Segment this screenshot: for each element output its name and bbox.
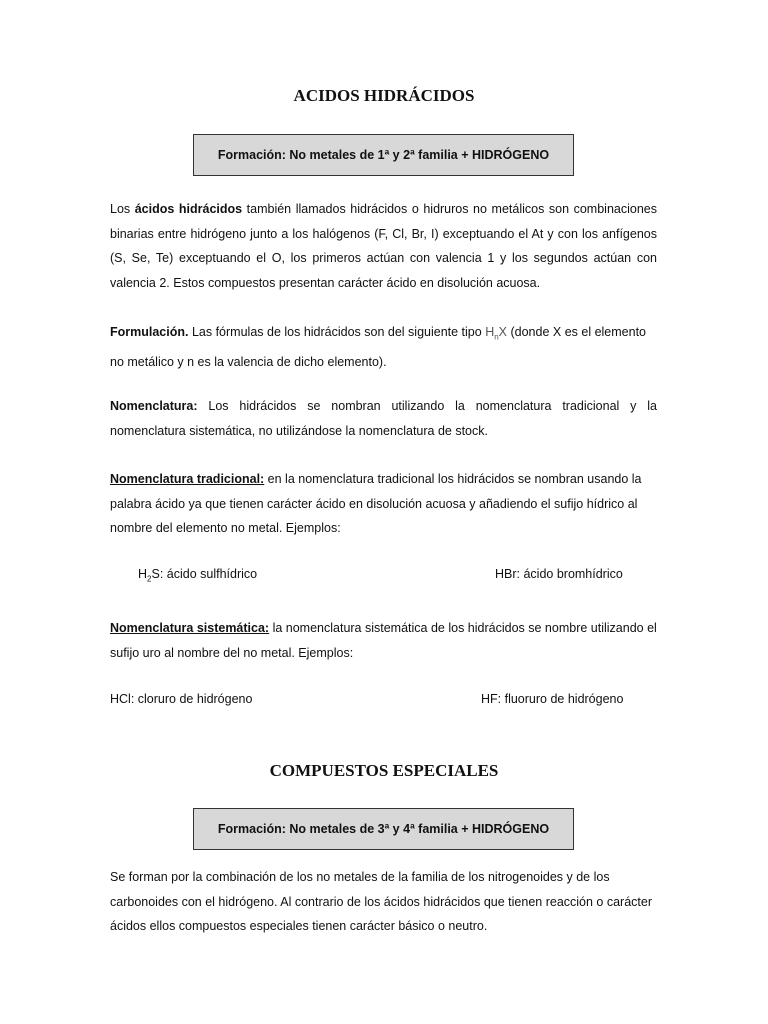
- systematic-text: la nomenclatura sistemática de los hidrácidos se nombre utilizando el sufijo uro al nombre del no metal. Ejemplos:: [110, 621, 657, 660]
- intro-bold: ácidos hidrácidos: [134, 202, 243, 216]
- formula-x: X: [498, 325, 508, 339]
- example-rest: S: ácido sulfhídrico: [151, 567, 258, 581]
- formulation-post: (donde X es el elemento no metálico y n es la valencia de dicho elemento).: [110, 325, 646, 369]
- special-paragraph: Se forman por la combinación de los no metales de la familia de los nitrogenoides y de los carbonoides con el hidrógeno. Al contrario de los ácidos hidrácidos que tienen reacción o carácter ácidos ellos compuestos especiales tienen carácter básico o neutro.: [110, 870, 652, 933]
- formation-box-2: Formación: No metales de 3ª y 4ª familia + HIDRÓGENO: [193, 808, 574, 850]
- traditional-example-1: [138, 567, 257, 584]
- intro-pre: Los: [110, 202, 135, 216]
- formula-h: H: [485, 325, 495, 339]
- example-h: H: [138, 567, 148, 581]
- systematic-label: Nomenclatura sistemática:: [110, 621, 270, 635]
- formulation-label: Formulación.: [110, 325, 189, 339]
- traditional-paragraph: [110, 467, 657, 541]
- nomenclature-label: Nomenclatura:: [110, 399, 198, 413]
- intro-post: también llamados hidrácidos o hidruros no metálicos son combinaciones binarias entre hidrógeno junto a los halógenos (F, Cl, Br, I) exceptuando el At y con los anfígenos (S, Se, Te) exceptuando el O, los primeros actúan con valencia 1 y los segundos actúan con valencia 2. Estos compuestos presentan carácter ácido en disolución acuosa.: [110, 202, 657, 290]
- formation-box-1: Formación: No metales de 1ª y 2ª familia + HIDRÓGENO: [193, 134, 574, 176]
- systematic-example-1: HCl: cloruro de hidrógeno: [110, 692, 253, 706]
- formulation-paragraph: [110, 320, 657, 375]
- example-sub: 2: [147, 574, 152, 584]
- traditional-example-2: HBr: ácido bromhídrico: [495, 567, 623, 581]
- traditional-text: en la nomenclatura tradicional los hidrácidos se nombran usando la palabra ácido ya que tienen carácter ácido en disolución acuosa y añadiendo el sufijo hídrico al nombre del elemento no metal. Ejemplos:: [110, 472, 642, 535]
- formula-sub: n: [494, 332, 499, 342]
- formulation-pre: Las fórmulas de los hidrácidos son del siguiente tipo: [188, 325, 486, 339]
- intro-paragraph: [110, 197, 657, 295]
- nomenclature-text: Los hidrácidos se nombran utilizando la nomenclatura tradicional y la nomenclatura sistemática, no utilizándose la nomenclatura de stock.: [110, 399, 657, 438]
- section-title-acidos: ACIDOS HIDRÁCIDOS: [293, 86, 475, 105]
- systematic-paragraph: [110, 616, 657, 665]
- systematic-example-2: HF: fluoruro de hidrógeno: [481, 692, 624, 706]
- formula: [485, 325, 508, 342]
- nomenclature-paragraph: [110, 394, 657, 443]
- traditional-label: Nomenclatura tradicional:: [110, 472, 265, 486]
- section-title-compuestos: COMPUESTOS ESPECIALES: [269, 761, 499, 780]
